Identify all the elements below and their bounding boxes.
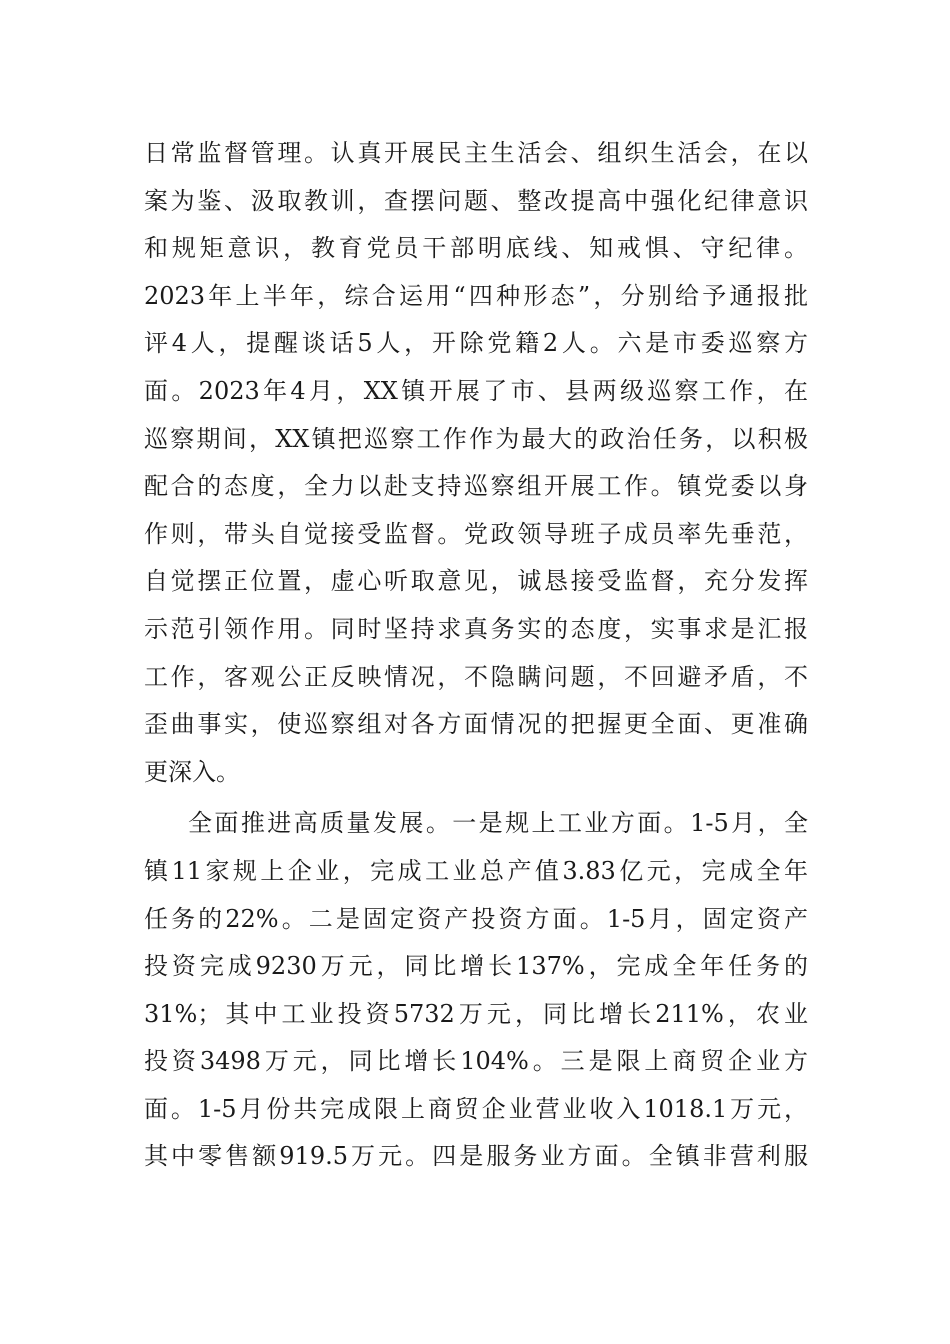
text-line: 工作，客观公正反映情况，不隐瞒问题，不回避矛盾，不 <box>144 662 808 691</box>
text-line: 自觉摆正位置，虚心听取意见，诚恳接受监督，充分发挥 <box>144 567 808 596</box>
text-line: 和规矩意识，教育党员干部明底线、知戒惧、守纪律。 <box>144 234 808 263</box>
text-line: 面。1-5月份共完成限上商贸企业营业收入1018.1万元， <box>144 1094 808 1123</box>
text-line: 歪曲事实，使巡察组对各方面情况的把握更全面、更准确 <box>144 710 808 739</box>
text-line: 评4人，提醒谈话5人，开除党籍2人。六是市委巡察方 <box>144 329 808 358</box>
text-line: 更深入。 <box>144 757 240 786</box>
text-line: 面。2023年4月，XX镇开展了市、县两级巡察工作，在 <box>144 376 808 405</box>
paragraph-1 <box>144 130 808 796</box>
text-line: 全面推进高质量发展。一是规上工业方面。1-5月，全 <box>188 809 808 838</box>
text-line: 其中零售额919.5万元。四是服务业方面。全镇非营利服 <box>144 1142 808 1171</box>
text-line: 巡察期间，XX镇把巡察工作作为最大的政治任务，以积极 <box>144 424 808 453</box>
text-line: 2023年上半年，综合运用“四种形态”，分别给予通报批 <box>144 281 808 310</box>
text-line: 投资完成9230万元，同比增长137%，完成全年任务的 <box>144 952 808 981</box>
text-line: 日常监督管理。认真开展民主生活会、组织生活会，在以 <box>144 139 808 167</box>
text-line: 案为鉴、汲取教训，查摆问题、整改提高中强化纪律意识 <box>144 186 808 215</box>
document-body <box>144 130 808 1181</box>
paragraph-2 <box>144 800 808 1181</box>
text-line: 任务的22%。二是固定资产投资方面。1-5月，固定资产 <box>144 904 808 933</box>
text-line: 投资3498万元，同比增长104%。三是限上商贸企业方 <box>144 1047 808 1076</box>
text-line: 镇11家规上企业，完成工业总产值3.83亿元，完成全年 <box>144 856 808 885</box>
text-line: 31%；其中工业投资5732万元，同比增长211%，农业 <box>144 999 808 1028</box>
text-line: 示范引领作用。同时坚持求真务实的态度，实事求是汇报 <box>144 614 808 643</box>
text-line: 配合的态度，全力以赴支持巡察组开展工作。镇党委以身 <box>144 472 808 501</box>
text-line: 作则，带头自觉接受监督。党政领导班子成员率先垂范， <box>144 519 808 548</box>
